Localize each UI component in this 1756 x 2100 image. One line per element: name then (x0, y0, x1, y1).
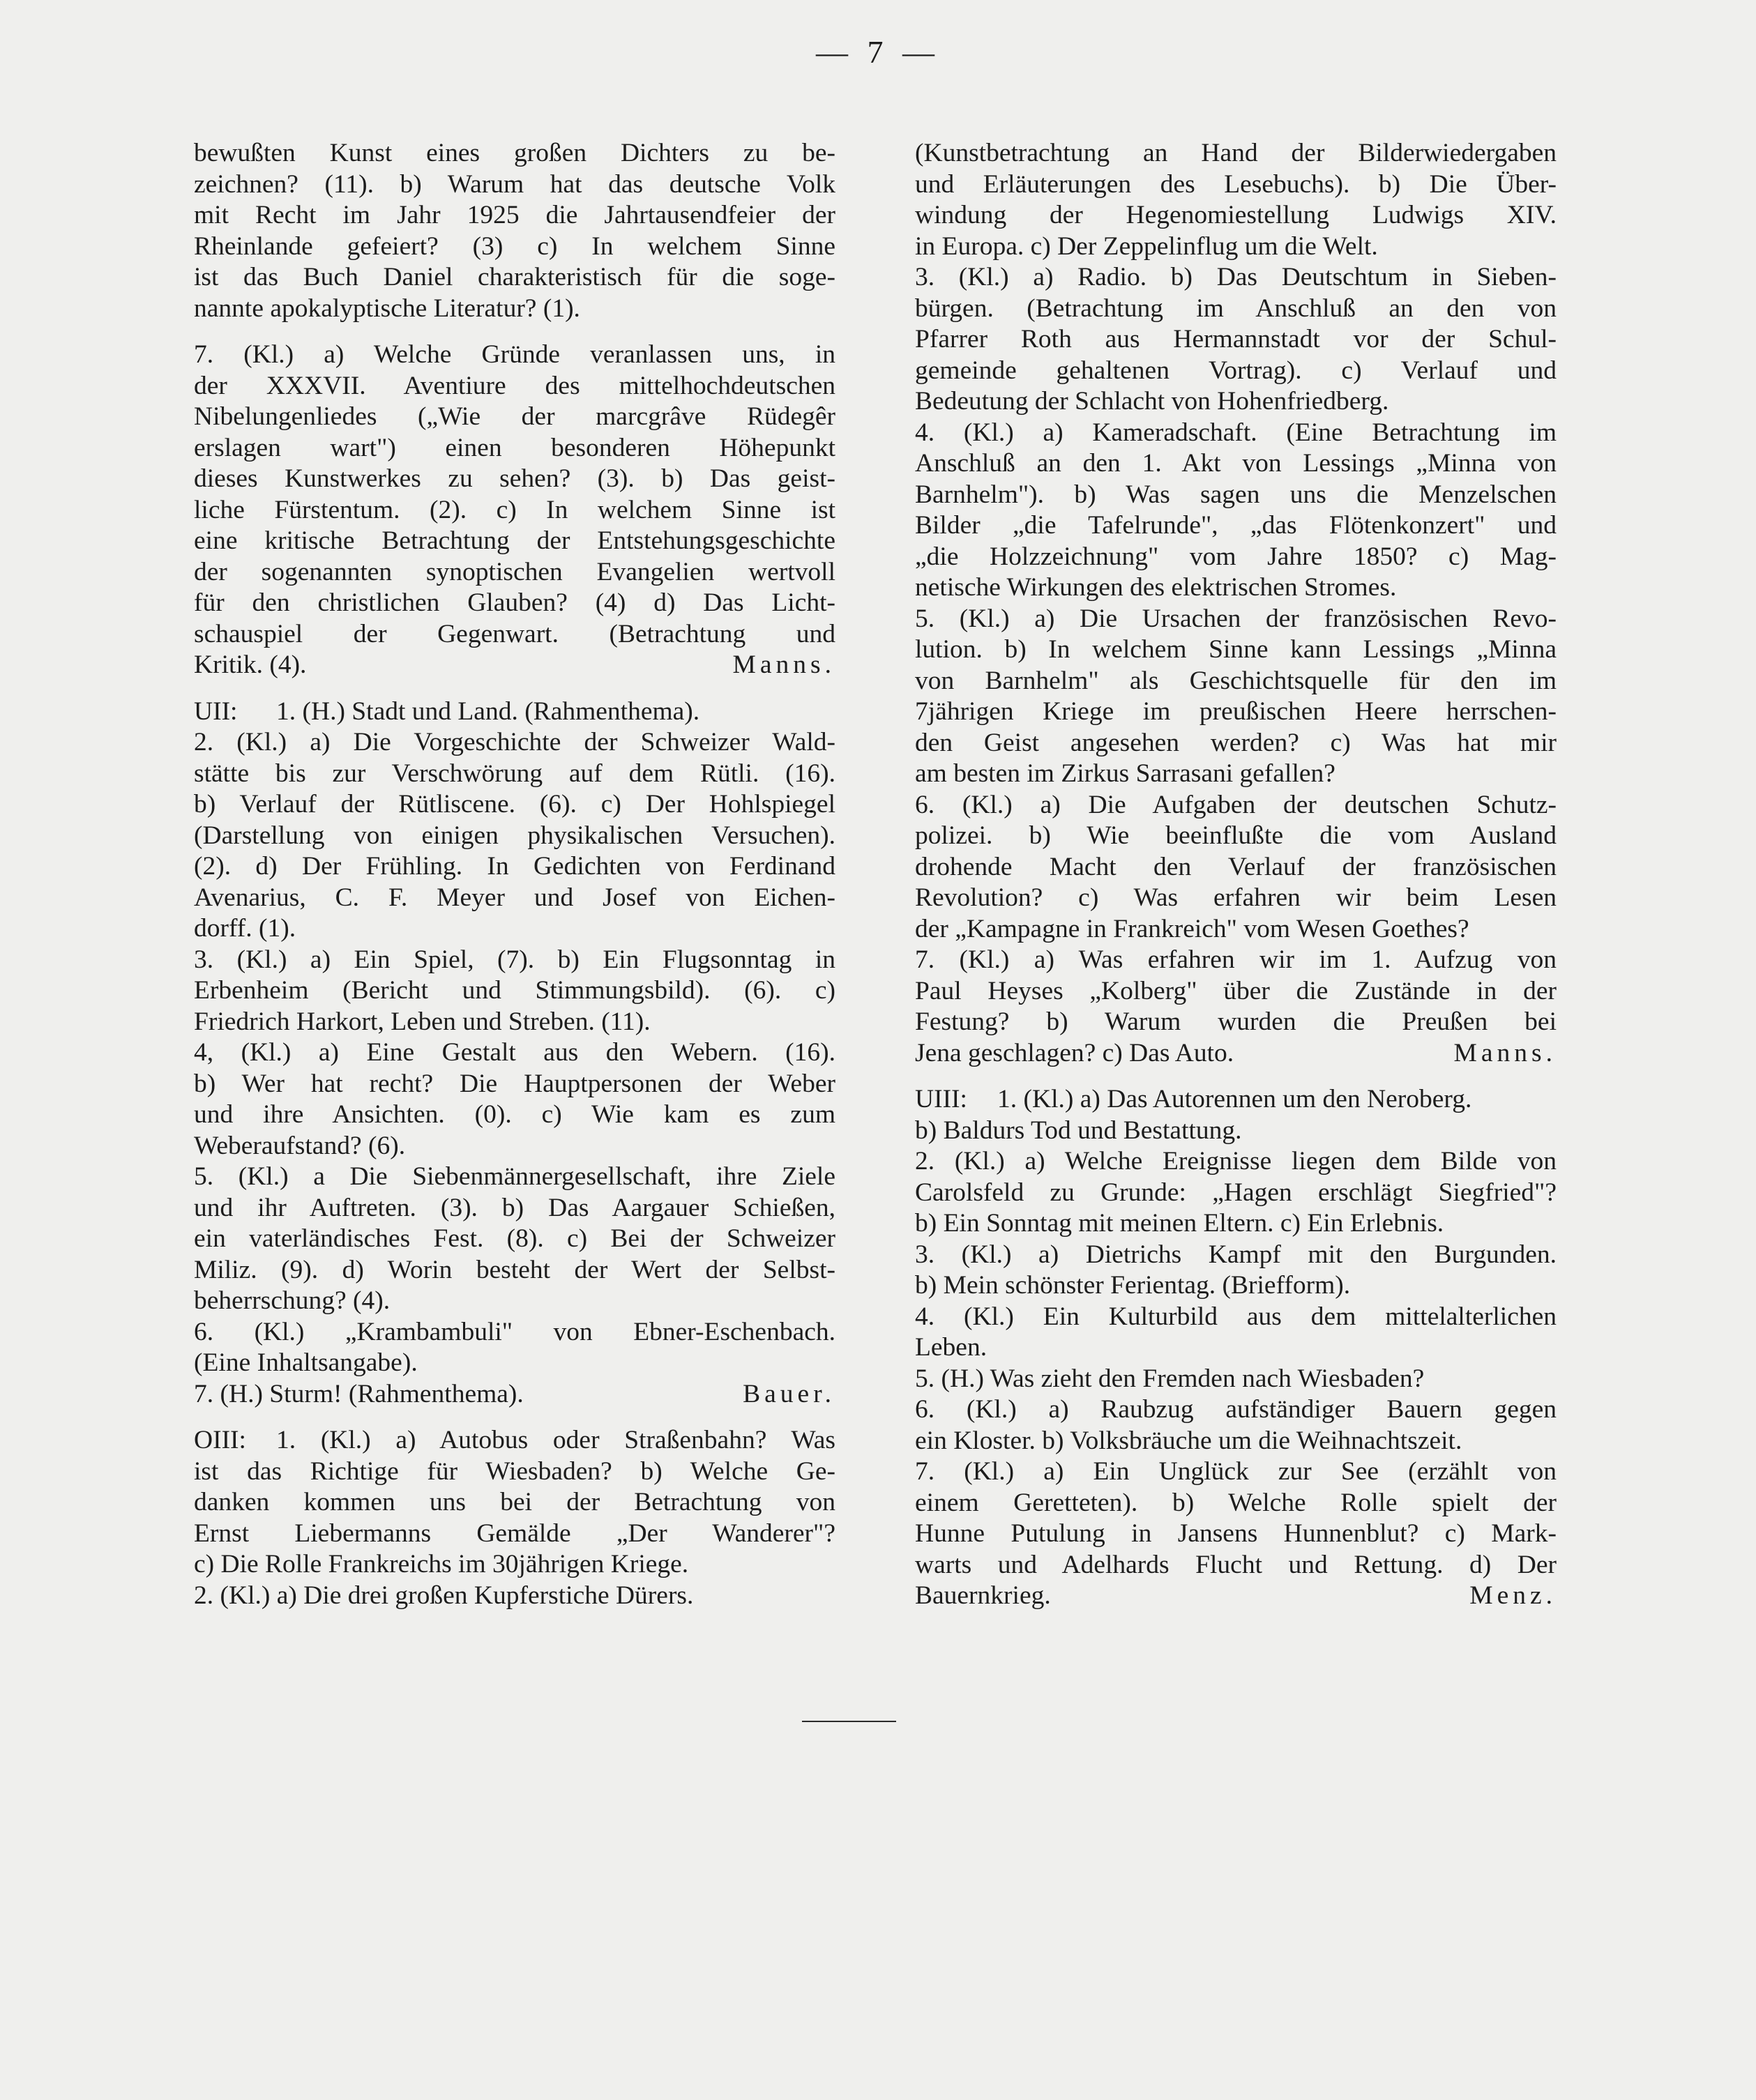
line-text: 7jährigen Kriege im preußischen Heere herrschen- (915, 697, 1557, 726)
text-line (915, 1332, 1557, 1364)
text-line (194, 619, 835, 650)
text-line (915, 262, 1557, 294)
line-text: 1. (Kl.) a) Das Autorennen um den Neroberg. (997, 1085, 1472, 1113)
line-text: b) Ein Sonntag mit meinen Eltern. c) Ein Erlebnis. (915, 1209, 1444, 1238)
text-line (194, 789, 835, 821)
text-line (194, 294, 835, 325)
line-text: Ernst Liebermanns Gemälde „Der Wanderer"? (194, 1519, 835, 1548)
line-text: einem Geretteten). b) Welche Rolle spielt der (915, 1488, 1557, 1517)
uiii-section (915, 1084, 1557, 1612)
line-text: windung der Hegenomiestellung Ludwigs XIV. (915, 201, 1557, 229)
line-text: ein Kloster. b) Volksbräuche um die Weihnachtszeit. (915, 1426, 1462, 1455)
text-line (194, 759, 835, 790)
text-line (915, 790, 1557, 821)
line-text: den Geist angesehen werden? c) Was hat mir (915, 728, 1557, 757)
line-text: 5. (H.) Was zieht den Fremden nach Wiesbaden? (915, 1364, 1425, 1393)
line-text: 7. (Kl.) a) Was erfahren wir im 1. Aufzug von (915, 945, 1557, 974)
line-text: polizei. b) Wie beeinflußte die vom Ausland (915, 821, 1557, 850)
text-line (915, 697, 1557, 728)
text-line (915, 356, 1557, 387)
line-text: 6. (Kl.) a) Raubzug aufständiger Bauern gegen (915, 1395, 1557, 1424)
line-text: Carolsfeld zu Grunde: „Hagen erschlägt Siegfried"? (915, 1178, 1557, 1207)
text-line (915, 386, 1557, 418)
text-line (194, 200, 835, 231)
text-line (915, 1456, 1557, 1488)
line-text: Bauernkrieg. (915, 1581, 1051, 1610)
line-text: b) Wer hat recht? Die Hauptpersonen der Weber (194, 1069, 835, 1098)
text-line (194, 433, 835, 464)
text-line (194, 1162, 835, 1193)
line-text: von Barnhelm" als Geschichtsquelle für den im (915, 666, 1557, 695)
text-line (915, 666, 1557, 697)
text-line (194, 1131, 835, 1162)
text-line (194, 138, 835, 169)
page-number: — 7 — (816, 34, 940, 70)
text-line (194, 526, 835, 557)
text-line (194, 975, 835, 1007)
text-line (194, 1581, 835, 1612)
line-text: Pfarrer Roth aus Hermannstadt vor der Schul- (915, 325, 1557, 353)
line-text: b) Baldurs Tod und Bestattung. (915, 1116, 1242, 1145)
text-line (915, 1208, 1557, 1240)
text-line (194, 1549, 835, 1581)
text-line (194, 340, 835, 371)
line-text: bewußten Kunst eines großen Dichters zu be- (194, 139, 835, 167)
topic-7-block (194, 340, 835, 681)
line-text: schauspiel der Gegenwart. (Betrachtung und (194, 619, 835, 648)
text-line (915, 1270, 1557, 1302)
text-line (194, 231, 835, 263)
line-text: 1. (H.) Stadt und Land. (Rahmenthema). (276, 697, 700, 726)
line-text: Nibelungenliedes („Wie der marcgrâve Rüdegêr (194, 402, 835, 431)
line-text: 3. (Kl.) a) Dietrichs Kampf mit den Burgunden. (915, 1240, 1557, 1269)
text-line (915, 1146, 1557, 1178)
line-text: beherrschung? (4). (194, 1286, 391, 1315)
line-text: eine kritische Betrachtung der Entstehungsgeschichte (194, 526, 835, 555)
line-text: mit Recht im Jahr 1925 die Jahrtausendfeier der (194, 201, 835, 229)
line-text: danken kommen uns bei der Betrachtung von (194, 1488, 835, 1516)
line-text: drohende Macht den Verlauf der französischen (915, 852, 1557, 881)
text-line (915, 1519, 1557, 1550)
text-line (915, 480, 1557, 511)
line-text: und ihre Ansichten. (0). c) Wie kam es zum (194, 1100, 835, 1129)
line-text: Kritik. (4). (194, 650, 307, 679)
text-line (915, 634, 1557, 666)
line-text: 5. (Kl.) a Die Siebenmännergesellschaft, ihre Ziele (194, 1162, 835, 1191)
text-line (194, 402, 835, 433)
line-text: stätte bis zur Verschwörung auf dem Rütli. (16). (194, 759, 835, 788)
line-text: 4. (Kl.) Ein Kulturbild aus dem mittelalterlichen (915, 1302, 1557, 1331)
line-text: 7. (Kl.) a) Ein Unglück zur See (erzählt von (915, 1457, 1557, 1486)
section-label: OIII: (194, 1426, 246, 1454)
text-line (194, 262, 835, 294)
line-text: der XXXVII. Aventiure des mittelhochdeutschen (194, 371, 835, 400)
line-text: Festung? b) Warum wurden die Preußen bei (915, 1007, 1557, 1036)
text-line (194, 1519, 835, 1550)
text-line (915, 138, 1557, 169)
text-line (915, 759, 1557, 790)
line-text: Weberaufstand? (6). (194, 1131, 406, 1160)
text-line (194, 1224, 835, 1255)
text-line (194, 169, 835, 201)
line-text: Bilder „die Tafelrunde", „das Flötenkonzert" und (915, 511, 1557, 540)
line-text: Anschluß an den 1. Akt von Lessings „Minna von (915, 449, 1557, 478)
line-text: 7. (H.) Sturm! (Rahmenthema). (194, 1379, 524, 1408)
line-text: 2. (Kl.) a) Die drei großen Kupferstiche Dürers. (194, 1581, 694, 1610)
line-text: (Kunstbetrachtung an Hand der Bilderwiedergaben (915, 139, 1557, 167)
text-line (194, 1100, 835, 1131)
text-line (915, 1581, 1557, 1612)
line-text: in Europa. c) Der Zeppelinflug um die Welt. (915, 231, 1378, 261)
text-line (194, 1286, 835, 1317)
text-line (915, 976, 1557, 1007)
text-line (194, 945, 835, 976)
text-line (194, 1255, 835, 1286)
text-line (915, 1426, 1557, 1457)
text-line (194, 697, 835, 728)
text-line (915, 200, 1557, 231)
line-text: liche Fürstentum. (2). c) In welchem Sinne ist (194, 495, 835, 524)
text-line (915, 1007, 1557, 1038)
line-text: lution. b) In welchem Sinne kann Lessings „Minna (915, 635, 1557, 664)
line-text: Friedrich Harkort, Leben und Streben. (11). (194, 1007, 651, 1036)
text-line (194, 1069, 835, 1100)
line-text: 5. (Kl.) a) Die Ursachen der französischen Revo- (915, 604, 1557, 633)
line-text: 3. (Kl.) a) Ein Spiel, (7). b) Ein Flugsonntag in (194, 945, 835, 974)
text-line (915, 728, 1557, 759)
text-line (915, 1364, 1557, 1395)
text-line (915, 1550, 1557, 1581)
line-text: dieses Kunstwerkes zu sehen? (3). b) Das geist- (194, 464, 835, 493)
left-column (194, 138, 835, 1611)
text-line (915, 852, 1557, 883)
line-text: „die Holzzeichnung" vom Jahre 1850? c) Mag- (915, 542, 1557, 571)
uii-section (194, 697, 835, 1410)
text-line (194, 557, 835, 588)
line-text: Revolution? c) Was erfahren wir beim Lesen (915, 883, 1557, 912)
line-text: Hunne Putulung in Jansens Hunnenblut? c) Mark- (915, 1519, 1557, 1548)
line-text: Leben. (915, 1333, 987, 1362)
text-line (915, 1178, 1557, 1209)
line-text: ist das Richtige für Wiesbaden? b) Welche Ge- (194, 1456, 835, 1486)
line-text: dorff. (1). (194, 914, 296, 943)
text-line (915, 448, 1557, 480)
text-line (194, 1487, 835, 1519)
line-text: b) Mein schönster Ferientag. (Briefform). (915, 1271, 1351, 1300)
line-text: bürgen. (Betrachtung im Anschluß an den von (915, 294, 1557, 323)
line-text: 6. (Kl.) „Krambambuli" von Ebner-Eschenbach. (194, 1317, 835, 1346)
text-line (194, 1379, 835, 1410)
line-text: (2). d) Der Frühling. In Gedichten von Ferdinand (194, 852, 835, 881)
line-text: 4. (Kl.) a) Kameradschaft. (Eine Betrachtung im (915, 418, 1557, 447)
line-text: 7. (Kl.) a) Welche Gründe veranlassen uns, in (194, 340, 835, 369)
line-text: warts und Adelhards Flucht und Rettung. d) Der (915, 1550, 1557, 1579)
author-signature: Manns. (732, 650, 835, 679)
line-text: der „Kampagne in Frankreich" vom Wesen Goethes? (915, 914, 1469, 943)
text-line (915, 418, 1557, 449)
line-text: Miliz. (9). d) Worin besteht der Wert der Selbst- (194, 1255, 835, 1284)
text-line (194, 371, 835, 402)
line-text: Bedeutung der Schlacht von Hohenfriedberg. (915, 387, 1389, 416)
text-line (194, 883, 835, 914)
section-label: UIII: (915, 1085, 967, 1113)
line-text: Rheinlande gefeiert? (3) c) In welchem Sinne (194, 231, 835, 261)
text-line (194, 1348, 835, 1379)
text-line (915, 604, 1557, 635)
intro-block (194, 138, 835, 324)
text-line (915, 572, 1557, 604)
text-line (915, 169, 1557, 201)
line-text: netische Wirkungen des elektrischen Stromes. (915, 573, 1397, 602)
text-line (194, 727, 835, 759)
text-line (915, 542, 1557, 573)
text-line (194, 588, 835, 619)
text-line (915, 1302, 1557, 1333)
text-line (915, 914, 1557, 945)
text-line (194, 1007, 835, 1038)
author-signature: Manns. (1453, 1038, 1557, 1067)
author-signature: Bauer. (743, 1379, 835, 1408)
line-text: 1. (Kl.) a) Autobus oder Straßenbahn? Was (276, 1426, 835, 1454)
section-label: UII: (194, 697, 238, 726)
line-text: für den christlichen Glauben? (4) d) Das Licht- (194, 588, 835, 617)
text-line (915, 231, 1557, 263)
line-text: und Erläuterungen des Lesebuchs). b) Die Über- (915, 169, 1557, 199)
text-line (194, 1317, 835, 1348)
author-signature: Menz. (1469, 1581, 1557, 1610)
oiii-section (194, 1425, 835, 1611)
text-line (915, 1116, 1557, 1147)
line-text: erslagen wart") einen besonderen Höhepunkt (194, 433, 835, 462)
line-text: c) Die Rolle Frankreichs im 30jährigen Kriege. (194, 1550, 689, 1578)
line-text: Jena geschlagen? c) Das Auto. (915, 1038, 1234, 1067)
line-text: nannte apokalyptische Literatur? (1). (194, 294, 580, 323)
line-text: ist das Buch Daniel charakteristisch für die soge- (194, 263, 835, 291)
text-line (194, 821, 835, 852)
text-line (915, 510, 1557, 542)
text-line (915, 1038, 1557, 1070)
end-rule (802, 1721, 896, 1722)
line-text: 2. (Kl.) a) Die Vorgeschichte der Schweizer Wald- (194, 728, 835, 756)
line-text: (Darstellung von einigen physikalischen Versuchen). (194, 821, 835, 850)
text-line (194, 1456, 835, 1488)
line-text: zeichnen? (11). b) Warum hat das deutsche Volk (194, 169, 835, 199)
text-line (915, 945, 1557, 976)
line-text: b) Verlauf der Rütliscene. (6). c) Der Hohlspiegel (194, 790, 835, 819)
text-line (194, 1193, 835, 1224)
text-line (194, 464, 835, 495)
text-line (915, 1394, 1557, 1426)
text-line (194, 495, 835, 526)
line-text: Avenarius, C. F. Meyer und Josef von Eichen- (194, 883, 835, 912)
text-line (194, 650, 835, 681)
text-line (194, 1037, 835, 1069)
line-text: gemeinde gehaltenen Vortrag). c) Verlauf und (915, 356, 1557, 385)
line-text: 2. (Kl.) a) Welche Ereignisse liegen dem Bilde von (915, 1147, 1557, 1175)
text-line (194, 851, 835, 883)
line-text: Barnhelm"). b) Was sagen uns die Menzelschen (915, 480, 1557, 509)
line-text: ein vaterländisches Fest. (8). c) Bei der Schweizer (194, 1224, 835, 1253)
line-text: am besten im Zirkus Sarrasani gefallen? (915, 759, 1335, 788)
line-text: (Eine Inhaltsangabe). (194, 1348, 418, 1377)
text-line (915, 1240, 1557, 1271)
line-text: 6. (Kl.) a) Die Aufgaben der deutschen Schutz- (915, 790, 1557, 819)
line-text: Erbenheim (Bericht und Stimmungsbild). (6). c) (194, 976, 835, 1005)
text-line (194, 913, 835, 945)
line-text: und ihr Auftreten. (3). b) Das Aargauer Schießen, (194, 1193, 835, 1222)
oiii-continuation (915, 138, 1557, 1069)
text-line (915, 821, 1557, 852)
text-line (915, 1084, 1557, 1116)
line-text: Paul Heyses „Kolberg" über die Zustände in der (915, 976, 1557, 1005)
text-line (915, 1488, 1557, 1519)
text-line (915, 294, 1557, 325)
line-text: der sogenannten synoptischen Evangelien wertvoll (194, 557, 835, 586)
line-text: 4, (Kl.) a) Eine Gestalt aus den Webern. (16). (194, 1038, 835, 1067)
text-line (915, 324, 1557, 356)
text-line (194, 1425, 835, 1456)
right-column (915, 138, 1557, 1612)
text-line (915, 883, 1557, 914)
line-text: 3. (Kl.) a) Radio. b) Das Deutschtum in Sieben- (915, 263, 1557, 291)
